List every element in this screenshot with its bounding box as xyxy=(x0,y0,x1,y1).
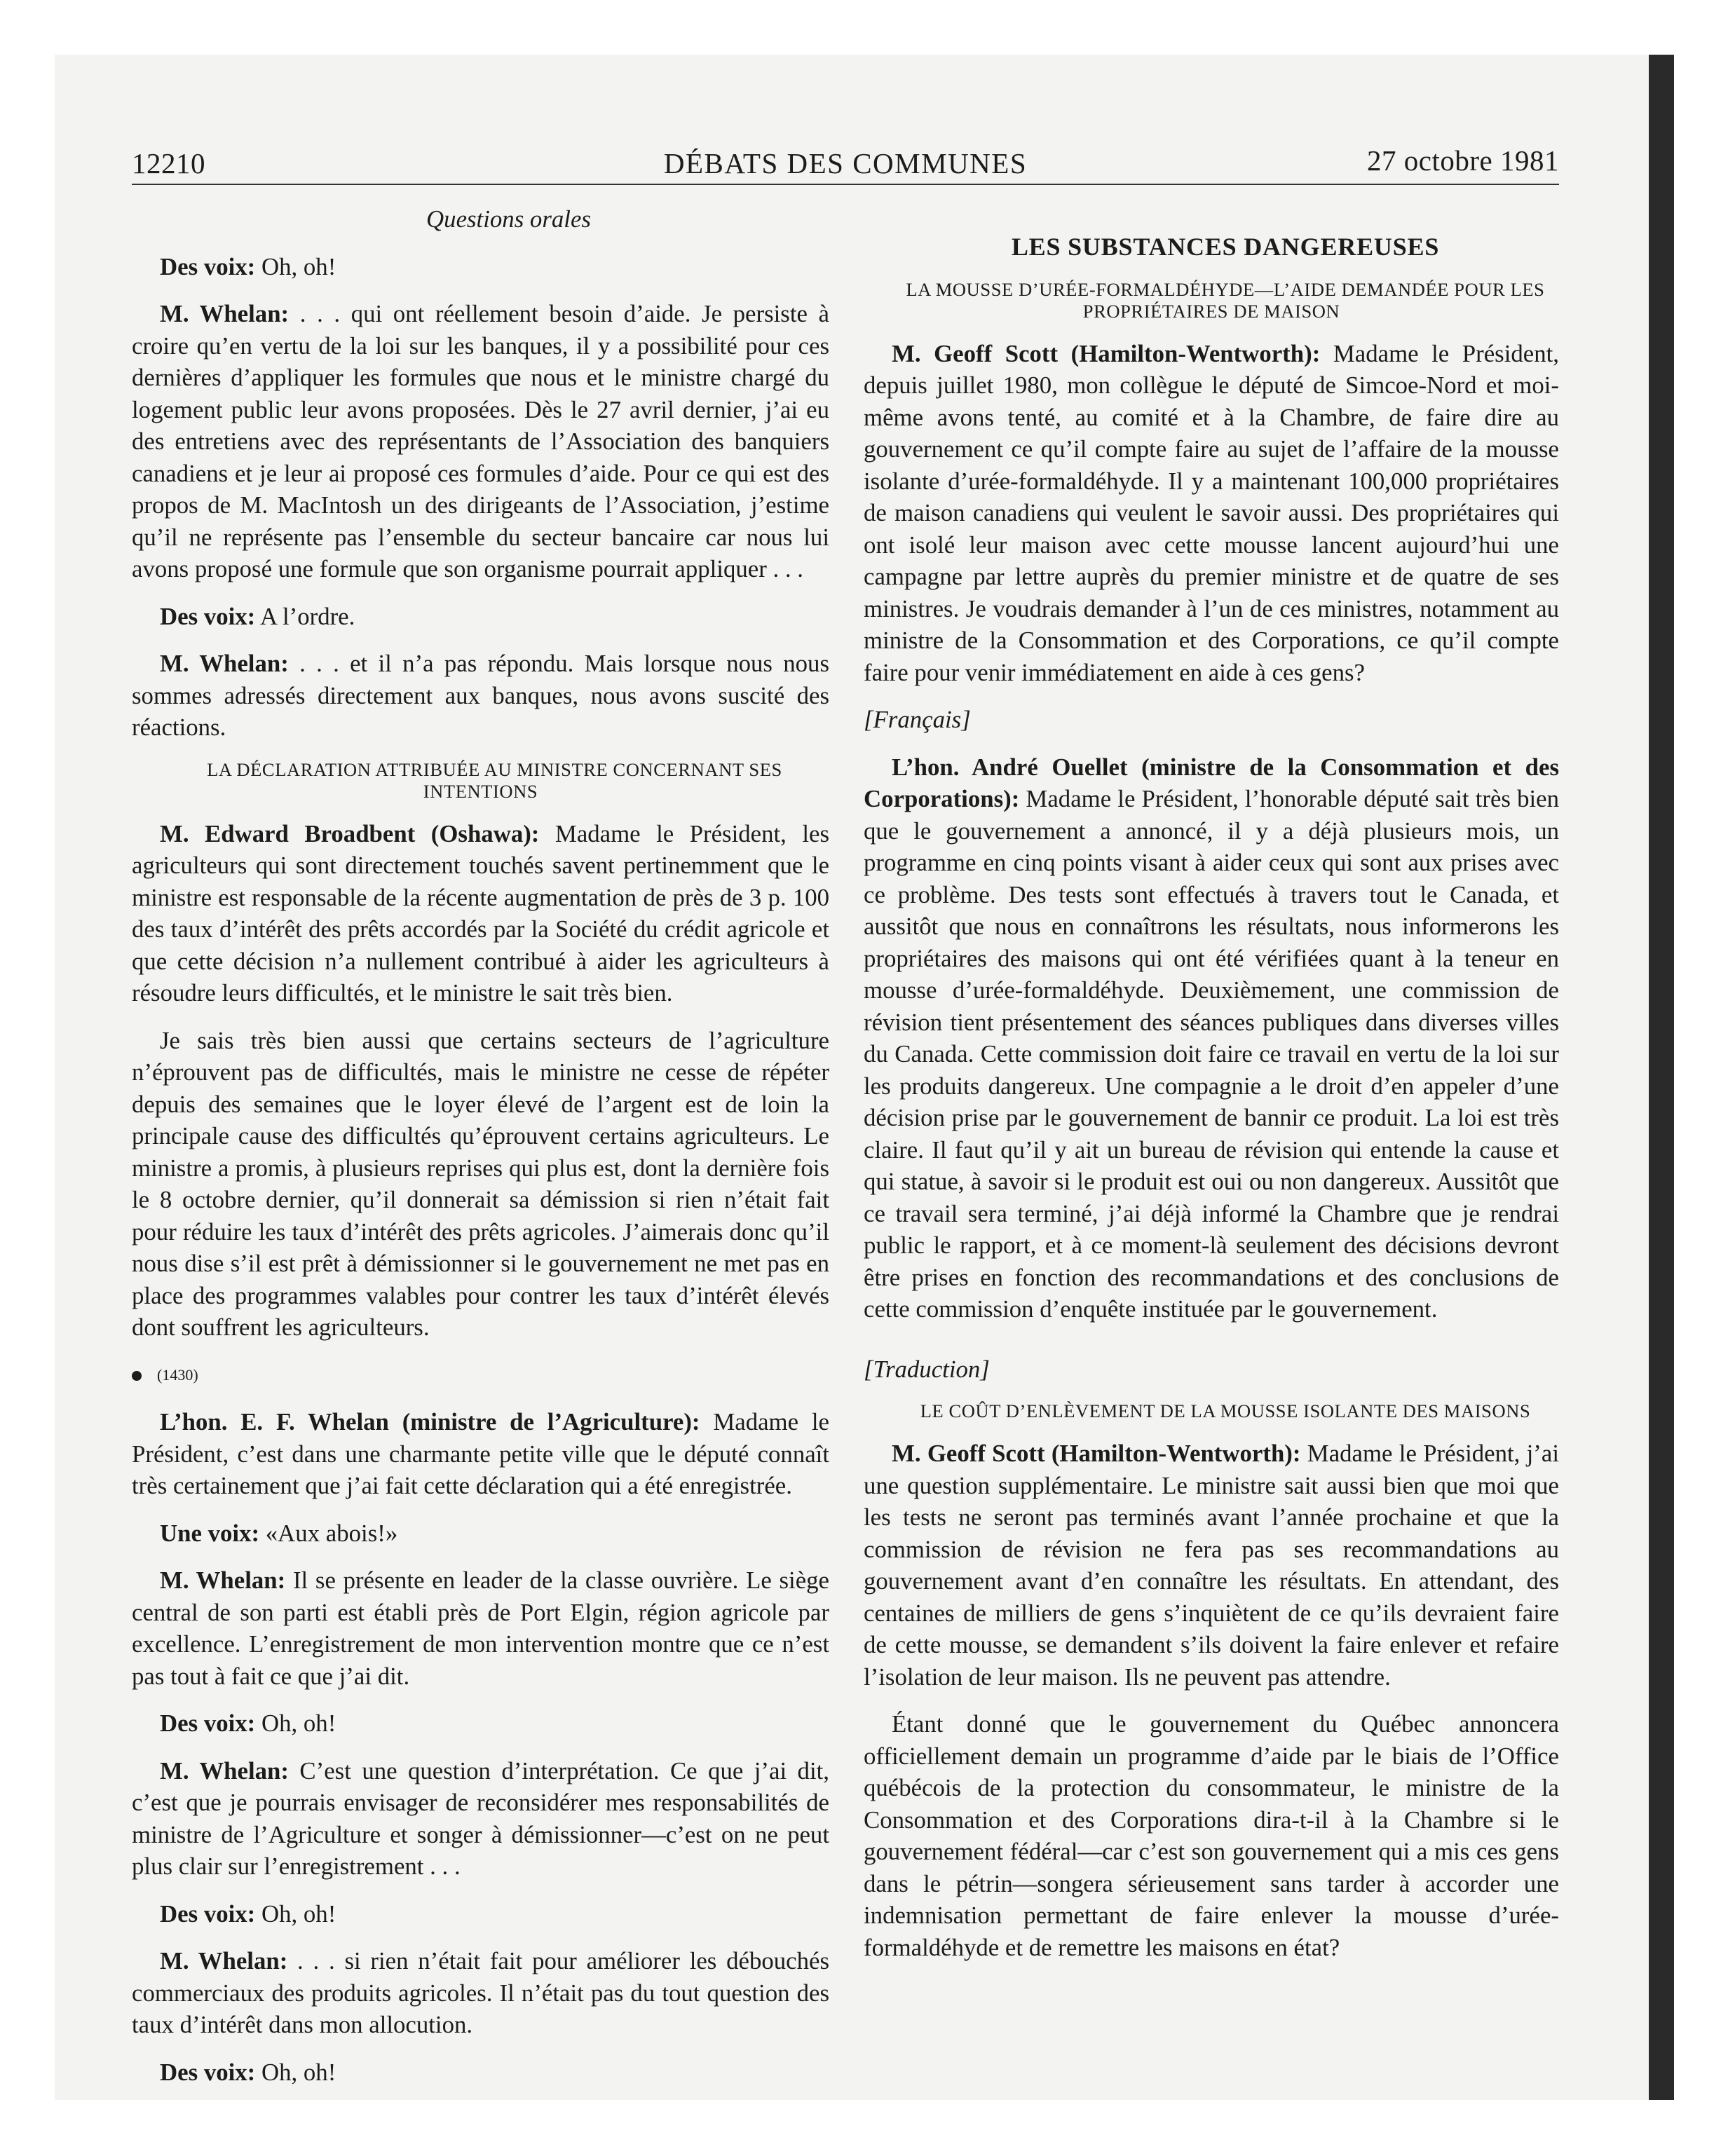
speaker: M. Geoff Scott (Hamilton-Wentworth): xyxy=(892,1440,1301,1467)
paragraph xyxy=(132,251,829,283)
paragraph xyxy=(132,1517,829,1550)
paragraph xyxy=(132,1564,829,1692)
paragraph: Étant donné que le gouvernement du Québec annoncera officiellement demain un programme d’aide par le biais de l’Office québécois de la protection du consommateur, le ministre de la Consommation et des Corporations dira-t-il à la Chambre si le gouvernement fédéral—car c’est son gouvernement qui a mis ces gens dans le pétrin—songera sérieusement sans tarder à accorder une indemnisation permettant de faire enlever la mousse d’urée-formaldéhyde et de remettre les maisons en état? xyxy=(864,1710,1559,1961)
speech: Oh, oh! xyxy=(255,2058,336,2086)
speech: Madame le Président, l’honorable député sait très bien que le gouvernement a annoncé, il y a déjà plusieurs mois, un programme en cinq points visant à aider ceux qui sont aux prises avec ce problème. Des tests sont effectués à travers tout le Canada, et aussitôt que nous en connaîtrons les résultats, nous informerons les propriétaires des maisons qui ont été vérifiées quant à la teneur en mousse d’urée-formaldéhyde. Deuxièmement, une commission de révision tient présentement des séances publiques dans diverses villes du Canada. Cette commission doit faire ce travail en vertu de la loi sur les produits dangereux. Une compagnie a le droit d’en appeler d’une décision prise par le gouvernement de bannir ce produit. La loi est très claire. Il faut qu’il y ait un bureau de révision qui entende la cause et qui statue, à savoir si le produit est oui ou non dangereux. Aussitôt que ce travail sera terminé, j’ai déjà informé la Chambre que je rendrai public le rapport, et à ce moment-là seulement des décisions devront être prises en fonction des recommandations et des conclusions de cette commission d’enquête instituée par le gouvernement. xyxy=(864,785,1559,1323)
speaker: M. Edward Broadbent (Oshawa): xyxy=(160,819,540,847)
paragraph xyxy=(864,751,1559,1325)
speech: Madame le Président, les agriculteurs qui sont directement touchés savent pertinemment que le ministre est responsable de la récente augmentation de près de 3 p. 100 des taux d’intérêt des prêts accordés par la Société du crédit agricole et que cette décision n’a nullement contribué à aider les agriculteurs à résoudre leurs difficultés, et le ministre le sait très bien. xyxy=(132,819,829,1007)
speaker: M. Whelan: xyxy=(160,1567,286,1594)
speech: «Aux abois!» xyxy=(259,1519,398,1547)
left-column xyxy=(132,203,829,2103)
time-marker xyxy=(132,1359,829,1391)
speaker: Des voix: xyxy=(160,1899,256,1928)
time-marker-text: (1430) xyxy=(157,1365,198,1384)
speech: Madame le Président, depuis juillet 1980, mon collègue le député de Simcoe-Nord et moi-même avons tenté, au comité et à la Chambre, de faire dire au gouvernement ce qu’il compte faire au sujet de l’affaire de la mousse isolante d’urée-formaldéhyde. Il y a maintenant 100,000 propriétaires de maison canadiens qui veulent le savoir aussi. Des propriétaires qui ont isolé leur maison avec cette mousse lancent aujourd’hui une campagne par lettre auprès du premier ministre et de quatre de ses ministres. Je voudrais demander à l’un de ces ministres, notamment au ministre de la Consommation et des Corporations, ce qu’il compte faire pour venir immédiatement en aide à ces gens? xyxy=(864,339,1559,686)
paragraph xyxy=(132,298,829,585)
speech: C’est une question d’interprétation. Ce que j’ai dit, c’est que je pourrais envisager de reconsidérer mes responsabilités de ministre de l’Agriculture et songer à démissionner—c’est on ne peut plus clair sur l’enregistrement . . . xyxy=(132,1756,829,1880)
speaker: L’hon. E. F. Whelan (ministre de l’Agriculture): xyxy=(160,1408,700,1435)
language-note: [Français] xyxy=(864,706,971,733)
right-column xyxy=(864,231,1559,1979)
speaker: M. Geoff Scott (Hamilton-Wentworth): xyxy=(892,339,1321,367)
speech: Oh, oh! xyxy=(255,1899,336,1928)
subsection-heading: LA DÉCLARATION ATTRIBUÉE AU MINISTRE CONCERNANT SES INTENTIONS xyxy=(207,758,782,802)
speech: Oh, oh! xyxy=(255,252,336,280)
speech: Madame le Président, j’ai une question supplémentaire. Le ministre sait aussi bien que moi que les tests ne seront pas terminés avant l’année prochaine et que la commission de révision ne fera pas ses recommandations au gouvernement avant d’en connaître les résultats. En attendant, des centaines de milliers de gens s’inquiètent de ce qu’ils devraient faire de cette mousse, se demandent s’ils doivent la faire enlever et refaire l’isolation de leur maison. Ils ne peuvent pas attendre. xyxy=(864,1440,1560,1691)
paragraph xyxy=(132,1898,829,1930)
speaker: Des voix: xyxy=(160,602,256,630)
paragraph xyxy=(864,338,1559,689)
speaker: Des voix: xyxy=(160,1710,256,1737)
speaker: M. Whelan: xyxy=(160,1947,288,1974)
paragraph xyxy=(132,601,829,633)
paragraph xyxy=(132,1707,829,1740)
speaker: Une voix: xyxy=(160,1519,260,1547)
running-header xyxy=(132,144,1559,183)
paragraph: Je sais très bien aussi que certains secteurs de l’agriculture n’éprouvent pas de difficultés, mais le ministre ne cesse de répéter depuis des semaines que le loyer élevé de l’argent est de loin la principale cause des difficultés qu’éprouvent certains agriculteurs. Le ministre a promis, à plusieurs reprises qui plus est, dont la dernière fois le 8 octobre dernier, qu’il donnerait sa démission si rien n’était fait pour réduire les taux d’intérêt des prêts agricoles. J’aimerais donc qu’il nous dise s’il est prêt à démissionner si le gouvernement ne met pas en place des programmes valables pour contrer les taux d’intérêt élevés dont souffrent les agriculteurs. xyxy=(132,1026,829,1341)
publication-title: DÉBATS DES COMMUNES xyxy=(663,147,1028,179)
speech: . . . et il n’a pas répondu. Mais lorsque nous nous sommes adressés directement aux banques, nous avons suscité des réactions. xyxy=(132,650,829,741)
speech: Oh, oh! xyxy=(255,1710,336,1737)
page-number: 12210 xyxy=(132,147,205,179)
paragraph xyxy=(132,1945,829,2041)
speaker: M. Whelan: xyxy=(160,650,289,677)
speaker: M. Whelan: xyxy=(160,300,290,327)
speech: Il se présente en leader de la classe ouvrière. Le siège central de son parti est établi près de Port Elgin, région agricole par excellence. L’enregistrement de mon intervention montre que ce n’est pas tout à fait ce que j’ai dit. xyxy=(132,1567,829,1690)
speech: A l’ordre. xyxy=(255,602,355,630)
section-heading: LES SUBSTANCES DANGEREUSES xyxy=(1011,233,1440,261)
language-note: [Traduction] xyxy=(864,1355,990,1383)
speech: . . . qui ont réellement besoin d’aide. Je persiste à croire qu’en vertu de la loi sur les banques, il y a possibilité pour ces dernières d’appliquer les formules que nous et le ministre chargé du logement public leur avons proposées. Dès le 27 avril dernier, j’ai eu des entretiens avec des représentants de l’Association des banquiers canadiens et je leur ai proposé ces formules d’aide. Pour ce qui est des propos de M. MacIntosh un des dirigeants de l’Association, j’estime qu’il ne représente pas l’ensemble du secteur bancaire car nous lui avons proposé une formule que son organisme pourrait appliquer . . . xyxy=(132,300,830,582)
section-label: Questions orales xyxy=(426,205,591,233)
paragraph xyxy=(132,1755,829,1883)
header-date: 27 octobre 1981 xyxy=(1367,144,1559,177)
paragraph xyxy=(132,2056,829,2089)
scan-edge-bar xyxy=(1649,55,1674,2100)
paragraph xyxy=(132,1406,829,1502)
paragraph xyxy=(864,1438,1559,1693)
paragraph xyxy=(132,818,829,1009)
paragraph xyxy=(132,648,829,744)
speaker: M. Whelan: xyxy=(160,1756,289,1785)
speech: . . . si rien n’était fait pour améliorer les débouchés commerciaux des produits agricoles. Il n’était pas du tout question des taux d’intérêt dans mon allocution. xyxy=(132,1947,829,2038)
speaker: Des voix: xyxy=(160,252,256,280)
bullet-dot-icon xyxy=(132,1371,142,1381)
header-rule xyxy=(132,184,1559,185)
speech: Madame le Président, c’est dans une charmante petite ville que le député connaît très certainement que j’ai fait cette déclaration qui a été enregistrée. xyxy=(132,1408,829,1499)
subsection-heading: LA MOUSSE D’URÉE-FORMALDÉHYDE—L’AIDE DEMANDÉE POUR LES PROPRIÉTAIRES DE MAISON xyxy=(906,278,1545,322)
speaker: Des voix: xyxy=(160,2058,256,2086)
speaker: L’hon. André Ouellet (ministre de la Consommation et des Corporations): xyxy=(864,753,1559,812)
subsection-heading: LE COÛT D’ENLÈVEMENT DE LA MOUSSE ISOLANTE DES MAISONS xyxy=(920,1400,1531,1421)
